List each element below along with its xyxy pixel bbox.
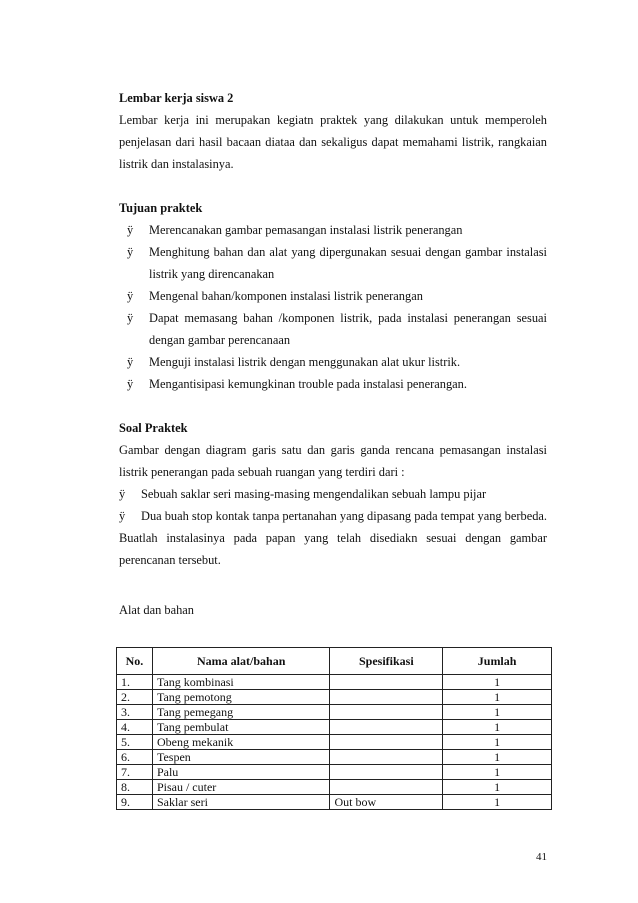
alat-caption: Alat dan bahan — [119, 603, 195, 617]
bullet-icon: ÿ — [119, 509, 126, 523]
list-item: ÿ Dapat memasang bahan /komponen listrik, pada instalasi penerangan sesuai dengan gambar perencanaan — [119, 307, 547, 351]
list-item: ÿ Dua buah stop kontak tanpa pertanahan yang dipasang pada tempat yang berbeda. — [119, 505, 547, 527]
cell-jumlah: 1 — [443, 705, 552, 720]
section-title-soal: Soal Praktek — [119, 421, 188, 435]
bullet-icon: ÿ — [127, 289, 134, 303]
cell-spesifikasi — [330, 690, 443, 705]
cell-nama: Tang kombinasi — [152, 675, 330, 690]
bullet-icon: ÿ — [127, 245, 134, 259]
cell-no: 6. — [117, 750, 153, 765]
cell-jumlah: 1 — [443, 690, 552, 705]
column-header-jumlah: Jumlah — [443, 648, 552, 675]
cell-spesifikasi — [330, 765, 443, 780]
bullet-icon: ÿ — [127, 377, 134, 391]
cell-no: 5. — [117, 735, 153, 750]
lembar-intro: Lembar kerja ini merupakan kegiatn praktek yang dilakukan untuk memperoleh penjelasan dari hasil bacaan diataa dan sekaligus dapat memahami listrik, rangkaian listrik dan instalasinya. — [119, 113, 547, 171]
cell-jumlah: 1 — [443, 765, 552, 780]
cell-nama: Pisau / cuter — [152, 780, 330, 795]
cell-no: 3. — [117, 705, 153, 720]
cell-spesifikasi — [330, 675, 443, 690]
cell-jumlah: 1 — [443, 720, 552, 735]
cell-spesifikasi — [330, 750, 443, 765]
bullet-icon: ÿ — [127, 223, 134, 237]
table-row — [117, 705, 552, 720]
column-header-no: No. — [117, 648, 153, 675]
bullet-icon: ÿ — [127, 311, 134, 325]
cell-no: 9. — [117, 795, 153, 810]
cell-no: 2. — [117, 690, 153, 705]
cell-nama: Obeng mekanik — [152, 735, 330, 750]
alat-table — [116, 647, 552, 810]
table-row — [117, 735, 552, 750]
list-item: ÿ Menguji instalasi listrik dengan menggunakan alat ukur listrik. — [119, 351, 547, 373]
tujuan-list — [119, 219, 547, 395]
soal-closing: Buatlah instalasinya pada papan yang telah disediakn sesuai dengan gambar perencanan tersebut. — [119, 531, 547, 567]
table-row — [117, 690, 552, 705]
cell-jumlah: 1 — [443, 780, 552, 795]
cell-jumlah: 1 — [443, 675, 552, 690]
cell-jumlah: 1 — [443, 735, 552, 750]
table-header-row — [117, 648, 552, 675]
soal-list — [119, 483, 547, 527]
table-row — [117, 720, 552, 735]
cell-nama: Tang pembulat — [152, 720, 330, 735]
table-row — [117, 675, 552, 690]
cell-spesifikasi — [330, 705, 443, 720]
table-row — [117, 750, 552, 765]
list-item: ÿ Mengenal bahan/komponen instalasi listrik penerangan — [119, 285, 547, 307]
list-item: ÿ Menghitung bahan dan alat yang dipergunakan sesuai dengan gambar instalasi listrik yang direncanakan — [119, 241, 547, 285]
cell-no: 7. — [117, 765, 153, 780]
table-row — [117, 765, 552, 780]
cell-nama: Tespen — [152, 750, 330, 765]
page-content — [119, 87, 547, 621]
cell-spesifikasi — [330, 720, 443, 735]
cell-nama: Palu — [152, 765, 330, 780]
cell-no: 8. — [117, 780, 153, 795]
list-item: ÿ Sebuah saklar seri masing-masing mengendalikan sebuah lampu pijar — [119, 483, 547, 505]
section-title-tujuan: Tujuan praktek — [119, 201, 203, 215]
section-title-lembar: Lembar kerja siswa 2 — [119, 91, 234, 105]
soal-intro: Gambar dengan diagram garis satu dan garis ganda rencana pemasangan instalasi listrik penerangan pada sebuah ruangan yang terdiri dari : — [119, 443, 547, 479]
cell-nama: Tang pemegang — [152, 705, 330, 720]
column-header-spesifikasi: Spesifikasi — [330, 648, 443, 675]
cell-nama: Tang pemotong — [152, 690, 330, 705]
cell-no: 4. — [117, 720, 153, 735]
cell-spesifikasi — [330, 735, 443, 750]
page-number: 41 — [536, 851, 547, 863]
column-header-nama: Nama alat/bahan — [152, 648, 330, 675]
cell-jumlah: 1 — [443, 795, 552, 810]
cell-spesifikasi — [330, 780, 443, 795]
cell-spesifikasi: Out bow — [330, 795, 443, 810]
bullet-icon: ÿ — [127, 355, 134, 369]
bullet-icon: ÿ — [119, 487, 126, 501]
table-row — [117, 795, 552, 810]
cell-nama: Saklar seri — [152, 795, 330, 810]
list-item: ÿ Mengantisipasi kemungkinan trouble pada instalasi penerangan. — [119, 373, 547, 395]
cell-no: 1. — [117, 675, 153, 690]
table-row — [117, 780, 552, 795]
cell-jumlah: 1 — [443, 750, 552, 765]
list-item: ÿ Merencanakan gambar pemasangan instalasi listrik penerangan — [119, 219, 547, 241]
